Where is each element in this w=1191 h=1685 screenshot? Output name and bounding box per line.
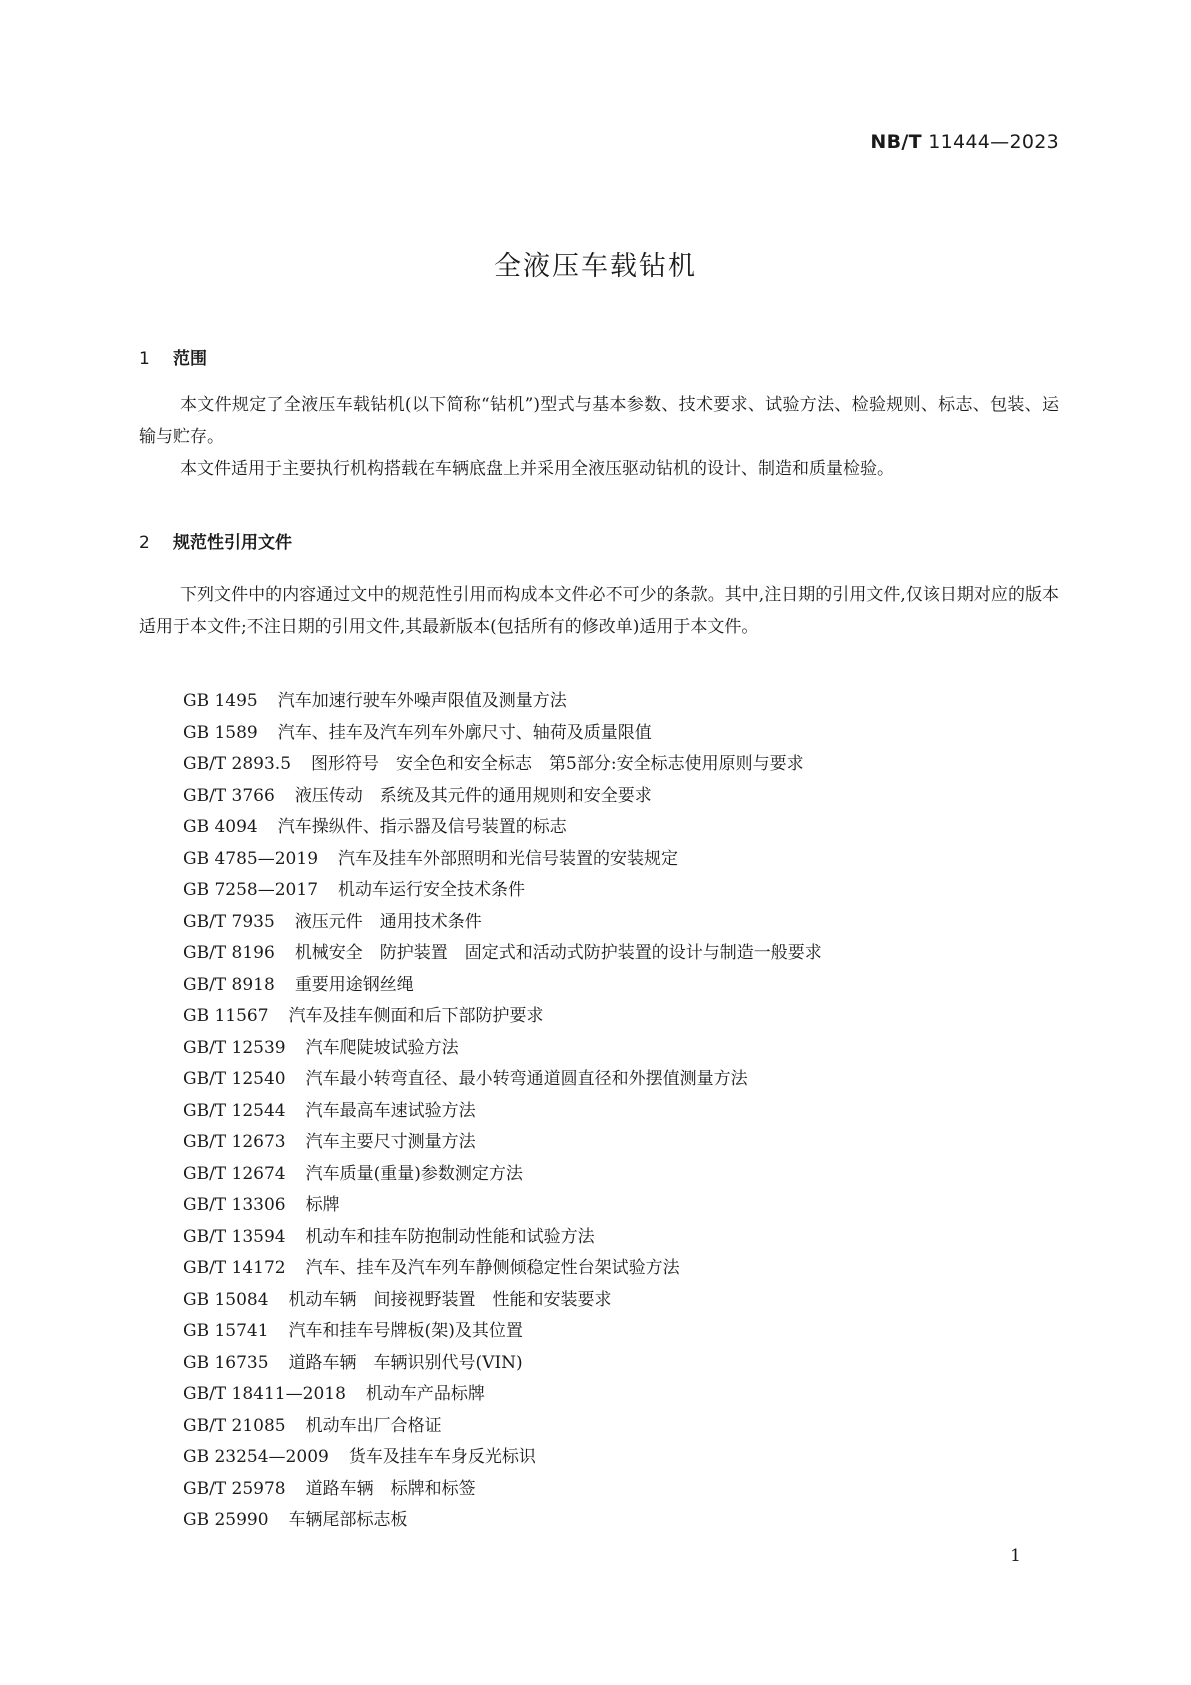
reference-name: 机动车运行安全技术条件	[338, 880, 526, 900]
reference-name: 机动车出厂合格证	[305, 1415, 442, 1436]
reference-code: GB 4094	[183, 817, 258, 837]
reference-item	[183, 1001, 822, 1033]
reference-item	[183, 1064, 822, 1096]
reference-name: 汽车最小转弯直径、最小转弯通道圆直径和外摆值测量方法	[305, 1069, 748, 1089]
reference-name: 机动车和挂车防抱制动性能和试验方法	[305, 1226, 595, 1247]
reference-code: GB/T 7935	[183, 911, 275, 932]
reference-item	[183, 781, 822, 813]
standard-year-number: 11444—2023	[928, 131, 1059, 153]
reference-code: GB 7258—2017	[183, 880, 319, 900]
reference-name: 汽车及挂车侧面和后下部防护要求	[288, 1006, 544, 1026]
reference-name: 汽车、挂车及汽车列车静侧倾稳定性台架试验方法	[305, 1258, 680, 1278]
reference-item	[183, 1316, 822, 1348]
reference-name: 标牌	[305, 1195, 340, 1215]
reference-item	[183, 907, 822, 939]
reference-code: GB 15741	[183, 1321, 269, 1341]
reference-item	[183, 718, 822, 750]
section-heading-normative-references	[139, 528, 292, 553]
reference-code: GB 15084	[183, 1289, 269, 1310]
reference-code: GB/T 12673	[183, 1132, 286, 1152]
reference-item	[183, 812, 822, 844]
section-title: 规范性引用文件	[173, 533, 292, 553]
reference-name: 汽车加速行驶车外噪声限值及测量方法	[277, 691, 567, 711]
section-number: 1	[139, 349, 150, 369]
reference-code: GB/T 14172	[183, 1258, 286, 1278]
section-title: 范围	[173, 349, 207, 369]
scope-paragraph: 本文件规定了全液压车载钻机(以下简称“钻机”)型式与基本参数、技术要求、试验方法、检验规则、标志、包装、运输与贮存。	[139, 395, 1059, 447]
scope-paragraph: 本文件适用于主要执行机构搭载在车辆底盘上并采用全液压驱动钻机的设计、制造和质量检验。	[180, 459, 894, 479]
reference-name: 汽车操纵件、指示器及信号装置的标志	[277, 817, 567, 837]
reference-name: 机械安全 防护装置 固定式和活动式防护装置的设计与制造一般要求	[294, 943, 822, 963]
references-intro-paragraph: 下列文件中的内容通过文中的规范性引用而构成本文件必不可少的条款。其中,注日期的引用文件,仅该日期对应的版本适用于本文件;不注日期的引用文件,其最新版本(包括所有的修改单)适用于本文件。	[139, 585, 1059, 637]
reference-name: 汽车及挂车外部照明和光信号装置的安装规定	[338, 848, 679, 869]
reference-name: 机动车辆 间接视野装置 性能和安装要求	[288, 1289, 612, 1310]
reference-item	[183, 1379, 822, 1411]
reference-name: 道路车辆 标牌和标签	[305, 1478, 476, 1499]
reference-name: 汽车最高车速试验方法	[305, 1100, 476, 1121]
reference-item	[183, 1505, 822, 1537]
reference-item	[183, 749, 822, 781]
reference-item	[183, 1411, 822, 1443]
reference-code: GB/T 25978	[183, 1478, 286, 1499]
reference-item	[183, 686, 822, 718]
reference-code: GB/T 21085	[183, 1415, 286, 1436]
reference-item	[183, 1348, 822, 1380]
reference-item	[183, 1033, 822, 1065]
reference-code: GB/T 8918	[183, 974, 275, 995]
reference-name: 汽车主要尺寸测量方法	[305, 1132, 476, 1152]
reference-item	[183, 1222, 822, 1254]
reference-name: 汽车爬陡坡试验方法	[305, 1037, 459, 1058]
reference-name: 汽车质量(重量)参数测定方法	[305, 1163, 523, 1184]
section-number: 2	[139, 533, 150, 553]
page-number: 1	[1010, 1546, 1021, 1566]
reference-item	[183, 938, 822, 970]
reference-code: GB 1495	[183, 691, 258, 711]
reference-list	[183, 686, 822, 1537]
reference-item	[183, 1190, 822, 1222]
reference-code: GB/T 12674	[183, 1163, 286, 1184]
reference-item	[183, 1096, 822, 1128]
reference-code: GB 4785—2019	[183, 848, 319, 869]
reference-code: GB/T 2893.5	[183, 754, 292, 774]
reference-name: 货车及挂车车身反光标识	[348, 1447, 536, 1467]
reference-name: 汽车和挂车号牌板(架)及其位置	[288, 1321, 523, 1341]
reference-item	[183, 844, 822, 876]
reference-item	[183, 1253, 822, 1285]
reference-code: GB/T 18411—2018	[183, 1384, 346, 1404]
reference-item	[183, 970, 822, 1002]
reference-code: GB/T 13594	[183, 1226, 286, 1247]
reference-code: GB 25990	[183, 1510, 269, 1530]
reference-code: GB/T 12544	[183, 1100, 286, 1121]
reference-code: GB/T 8196	[183, 943, 275, 963]
reference-item	[183, 1159, 822, 1191]
reference-code: GB/T 13306	[183, 1195, 286, 1215]
reference-name: 重要用途钢丝绳	[294, 974, 414, 995]
reference-item	[183, 1285, 822, 1317]
reference-code: GB 23254—2009	[183, 1447, 329, 1467]
reference-item	[183, 1442, 822, 1474]
reference-code: GB 1589	[183, 722, 258, 743]
document-title: 全液压车载钻机	[494, 251, 697, 282]
reference-name: 机动车产品标牌	[365, 1384, 485, 1404]
reference-name: 道路车辆 车辆识别代号(VIN)	[288, 1352, 523, 1373]
reference-code: GB/T 3766	[183, 785, 275, 806]
reference-name: 液压元件 通用技术条件	[294, 911, 482, 932]
reference-code: GB 11567	[183, 1006, 269, 1026]
reference-item	[183, 875, 822, 907]
reference-name: 图形符号 安全色和安全标志 第5部分:安全标志使用原则与要求	[311, 754, 804, 774]
reference-name: 车辆尾部标志板	[288, 1510, 408, 1530]
reference-name: 汽车、挂车及汽车列车外廓尺寸、轴荷及质量限值	[277, 722, 652, 743]
reference-code: GB/T 12539	[183, 1037, 286, 1058]
reference-code: GB 16735	[183, 1352, 269, 1373]
section-heading-scope	[139, 344, 207, 369]
standard-prefix: NB/T	[870, 131, 922, 153]
reference-name: 液压传动 系统及其元件的通用规则和安全要求	[294, 785, 652, 806]
reference-code: GB/T 12540	[183, 1069, 286, 1089]
reference-item	[183, 1127, 822, 1159]
standard-number	[870, 131, 1059, 153]
reference-item	[183, 1474, 822, 1506]
